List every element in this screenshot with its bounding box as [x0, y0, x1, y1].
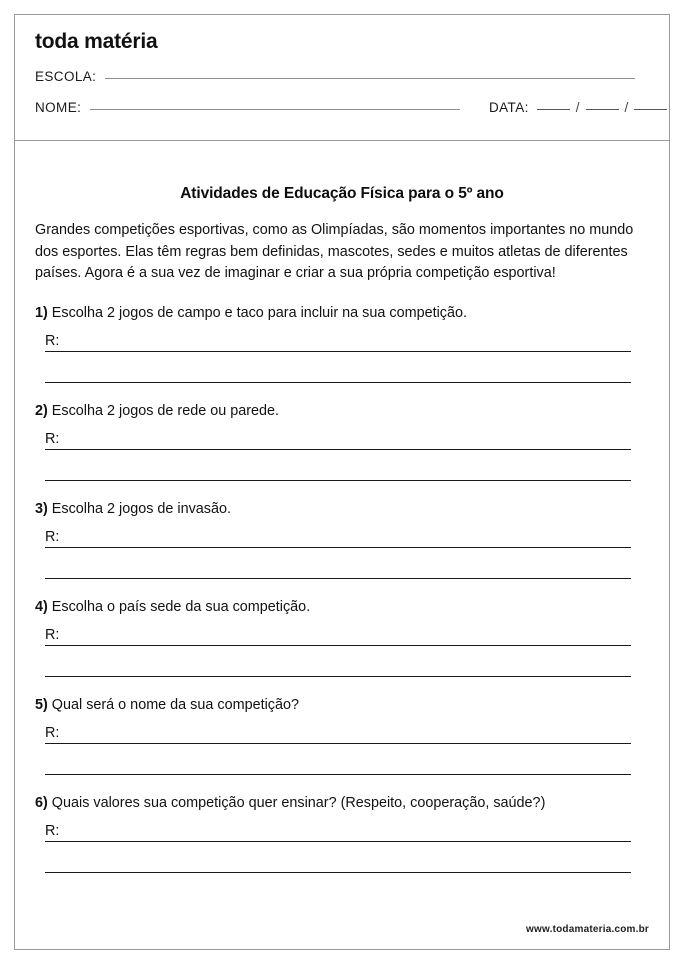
school-label: ESCOLA: — [35, 69, 97, 84]
date-month-blank[interactable] — [586, 109, 619, 110]
answer-line[interactable] — [45, 522, 631, 548]
answer-line[interactable] — [45, 718, 631, 744]
answer-line[interactable] — [45, 646, 631, 677]
intro-paragraph: Grandes competições esportivas, como as Olimpíadas, são momentos importantes no mundo dos esportes. Elas têm regras bem definidas, mascotes, sedes e muitos atletas de diferentes países. Agora é a sua vez de imaginar e criar a sua própria competição esportiva! — [35, 222, 634, 281]
date-day-blank[interactable] — [537, 109, 570, 110]
worksheet-header — [15, 15, 669, 141]
answer-prefix: R: — [45, 626, 60, 643]
question-block — [35, 303, 649, 383]
answer-line[interactable] — [45, 816, 631, 842]
question-text — [35, 793, 649, 814]
answer-line[interactable] — [45, 326, 631, 352]
date-separator-1: / — [575, 100, 580, 115]
question-text — [35, 695, 649, 716]
answer-area — [45, 326, 649, 383]
question-number: 4) — [35, 598, 48, 615]
question-text — [35, 303, 649, 324]
answer-prefix: R: — [45, 528, 60, 545]
answer-line[interactable] — [45, 450, 631, 481]
question-block — [35, 793, 649, 873]
question-block — [35, 597, 649, 677]
answer-prefix: R: — [45, 332, 60, 349]
question-text — [35, 597, 649, 618]
answer-line[interactable] — [45, 842, 631, 873]
answer-prefix: R: — [45, 822, 60, 839]
worksheet-body — [15, 141, 669, 873]
school-field-row — [35, 69, 635, 84]
question-block — [35, 401, 649, 481]
school-write-line[interactable] — [105, 78, 635, 79]
date-year-blank[interactable] — [634, 109, 667, 110]
name-write-line[interactable] — [90, 109, 460, 110]
page-title: Atividades de Educação Física para o 5º ano — [180, 185, 504, 202]
question-prompt: Escolha 2 jogos de invasão. — [51, 500, 231, 517]
answer-area — [45, 816, 649, 873]
question-prompt: Qual será o nome da sua competição? — [51, 696, 299, 713]
answer-area — [45, 718, 649, 775]
question-prompt: Escolha o país sede da sua competição. — [51, 598, 311, 615]
answer-area — [45, 522, 649, 579]
name-label: NOME: — [35, 100, 82, 115]
question-prompt: Escolha 2 jogos de campo e taco para incluir na sua competição. — [51, 304, 467, 321]
answer-area — [45, 424, 649, 481]
name-field-row — [35, 100, 460, 115]
question-number: 3) — [35, 500, 48, 517]
question-list — [35, 303, 649, 873]
question-block — [35, 695, 649, 775]
footer-website-url: www.todamateria.com.br — [526, 924, 649, 935]
answer-area — [45, 620, 649, 677]
question-number: 5) — [35, 696, 48, 713]
date-separator-2: / — [624, 100, 629, 115]
answer-line[interactable] — [45, 620, 631, 646]
worksheet-page — [14, 14, 670, 950]
date-label: DATA: — [489, 100, 529, 115]
question-number: 2) — [35, 402, 48, 419]
answer-prefix: R: — [45, 724, 60, 741]
question-number: 6) — [35, 794, 48, 811]
date-field-row — [489, 100, 667, 115]
answer-prefix: R: — [45, 430, 60, 447]
question-text — [35, 401, 649, 422]
answer-line[interactable] — [45, 424, 631, 450]
question-block — [35, 499, 649, 579]
site-logo: toda matéria — [35, 30, 158, 53]
answer-line[interactable] — [45, 548, 631, 579]
answer-line[interactable] — [45, 352, 631, 383]
question-prompt: Escolha 2 jogos de rede ou parede. — [51, 402, 280, 419]
answer-line[interactable] — [45, 744, 631, 775]
question-text — [35, 499, 649, 520]
question-prompt: Quais valores sua competição quer ensinar? (Respeito, cooperação, saúde?) — [51, 794, 546, 811]
question-number: 1) — [35, 304, 48, 321]
